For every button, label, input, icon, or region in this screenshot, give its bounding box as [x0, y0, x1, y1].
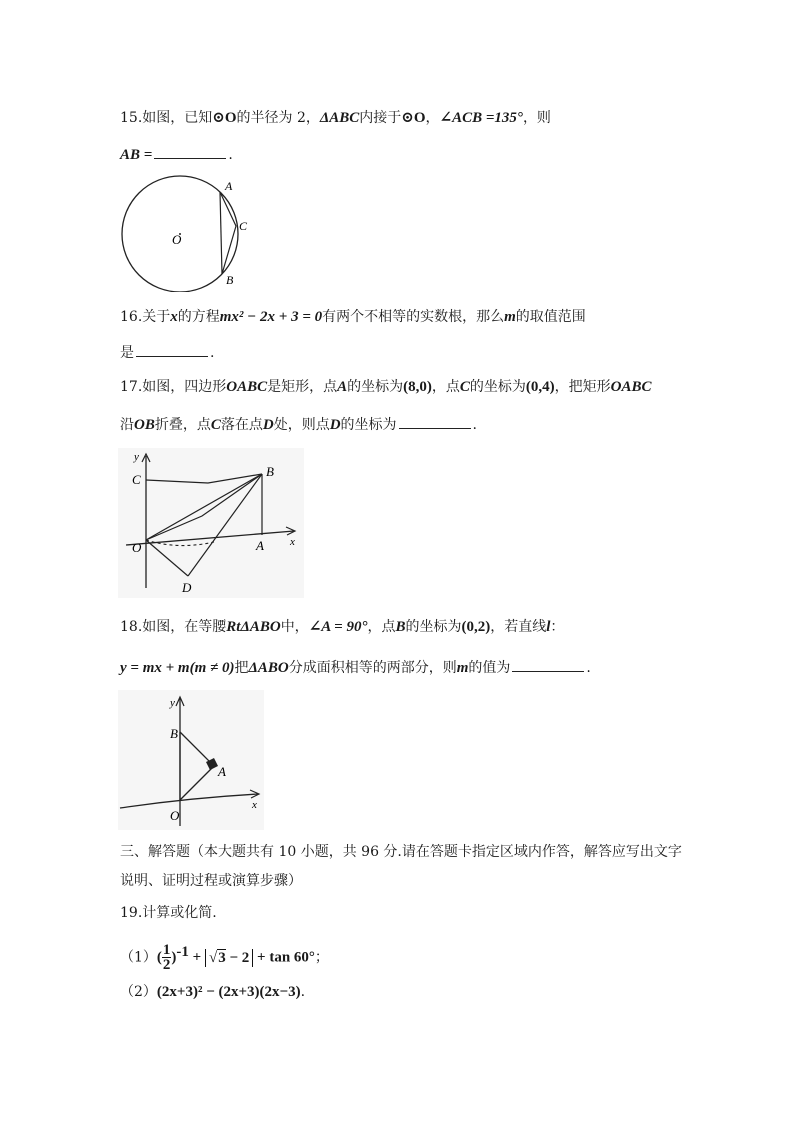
axis-label-x: x	[252, 799, 257, 811]
label-O: O	[170, 808, 180, 823]
q19-part-2: （2）(2x+3)² − (2x+3)(2x−3).	[120, 984, 306, 1000]
q19-title: 19.计算或化简.	[120, 905, 217, 921]
label-O: O	[132, 540, 142, 555]
label-C: C	[239, 219, 248, 233]
section3-heading-1: 三、解答题（本大题共有 10 小题，共 96 分.请在答题卡指定区域内作答，解答应写出文字	[120, 844, 682, 860]
label-A: A	[225, 179, 233, 193]
answer-blank[interactable]	[136, 342, 208, 357]
fraction: $\frac{1}{2}$	[162, 942, 171, 974]
label-D: D	[182, 580, 192, 595]
q17-line-2: 沿OB折叠，点C落在点D处，则点D的坐标为 .	[120, 414, 477, 435]
answer-blank[interactable]	[154, 144, 226, 159]
label-C: C	[132, 472, 141, 487]
q16-line-2: 是 .	[120, 342, 214, 363]
axis-label-y: y	[170, 697, 175, 709]
label-A: A	[256, 538, 264, 553]
q15-line-2: AB = .	[120, 144, 233, 165]
label-B: B	[266, 464, 274, 479]
q18-line-1: 18.如图，在等腰RtΔABO中，∠A = 90°，点B的坐标为(0,2)，若直线l：	[120, 619, 565, 635]
q19-part-1: （1）( $\frac{1}{2}$ )$^{-1}$ + √3 − 2 + tan 60°；	[120, 942, 329, 974]
q17-line-1: 17.如图，四边形OABC是矩形，点A的坐标为(8,0)，点C的坐标为(0,4)，把矩形OABC	[120, 379, 652, 395]
label-O: O	[172, 232, 182, 247]
section3-heading-2: 说明、证明过程或演算步骤）	[120, 873, 302, 889]
q17-figure	[118, 448, 304, 598]
q16-line-1: 16.关于x的方程mx² − 2x + 3 = 0有两个不相等的实数根，那么m的取值范围	[120, 309, 586, 325]
answer-blank[interactable]	[399, 414, 471, 429]
label-B: B	[226, 273, 234, 287]
answer-blank[interactable]	[512, 657, 584, 672]
q18-figure	[118, 690, 264, 830]
absolute-value: √3 − 2	[205, 949, 253, 967]
axis-label-x: x	[290, 536, 295, 548]
q18-line-2: y = mx + m(m ≠ 0)把ΔABO分成面积相等的两部分，则m的值为 .	[120, 657, 591, 678]
axis-label-y: y	[134, 451, 139, 463]
q15-line-1: 15.如图，已知⊙O的半径为 2，ΔABC内接于⊙O，∠ACB =135°，则	[120, 110, 551, 126]
label-B: B	[170, 726, 178, 741]
label-A: A	[218, 764, 226, 779]
q15-figure	[118, 170, 258, 292]
